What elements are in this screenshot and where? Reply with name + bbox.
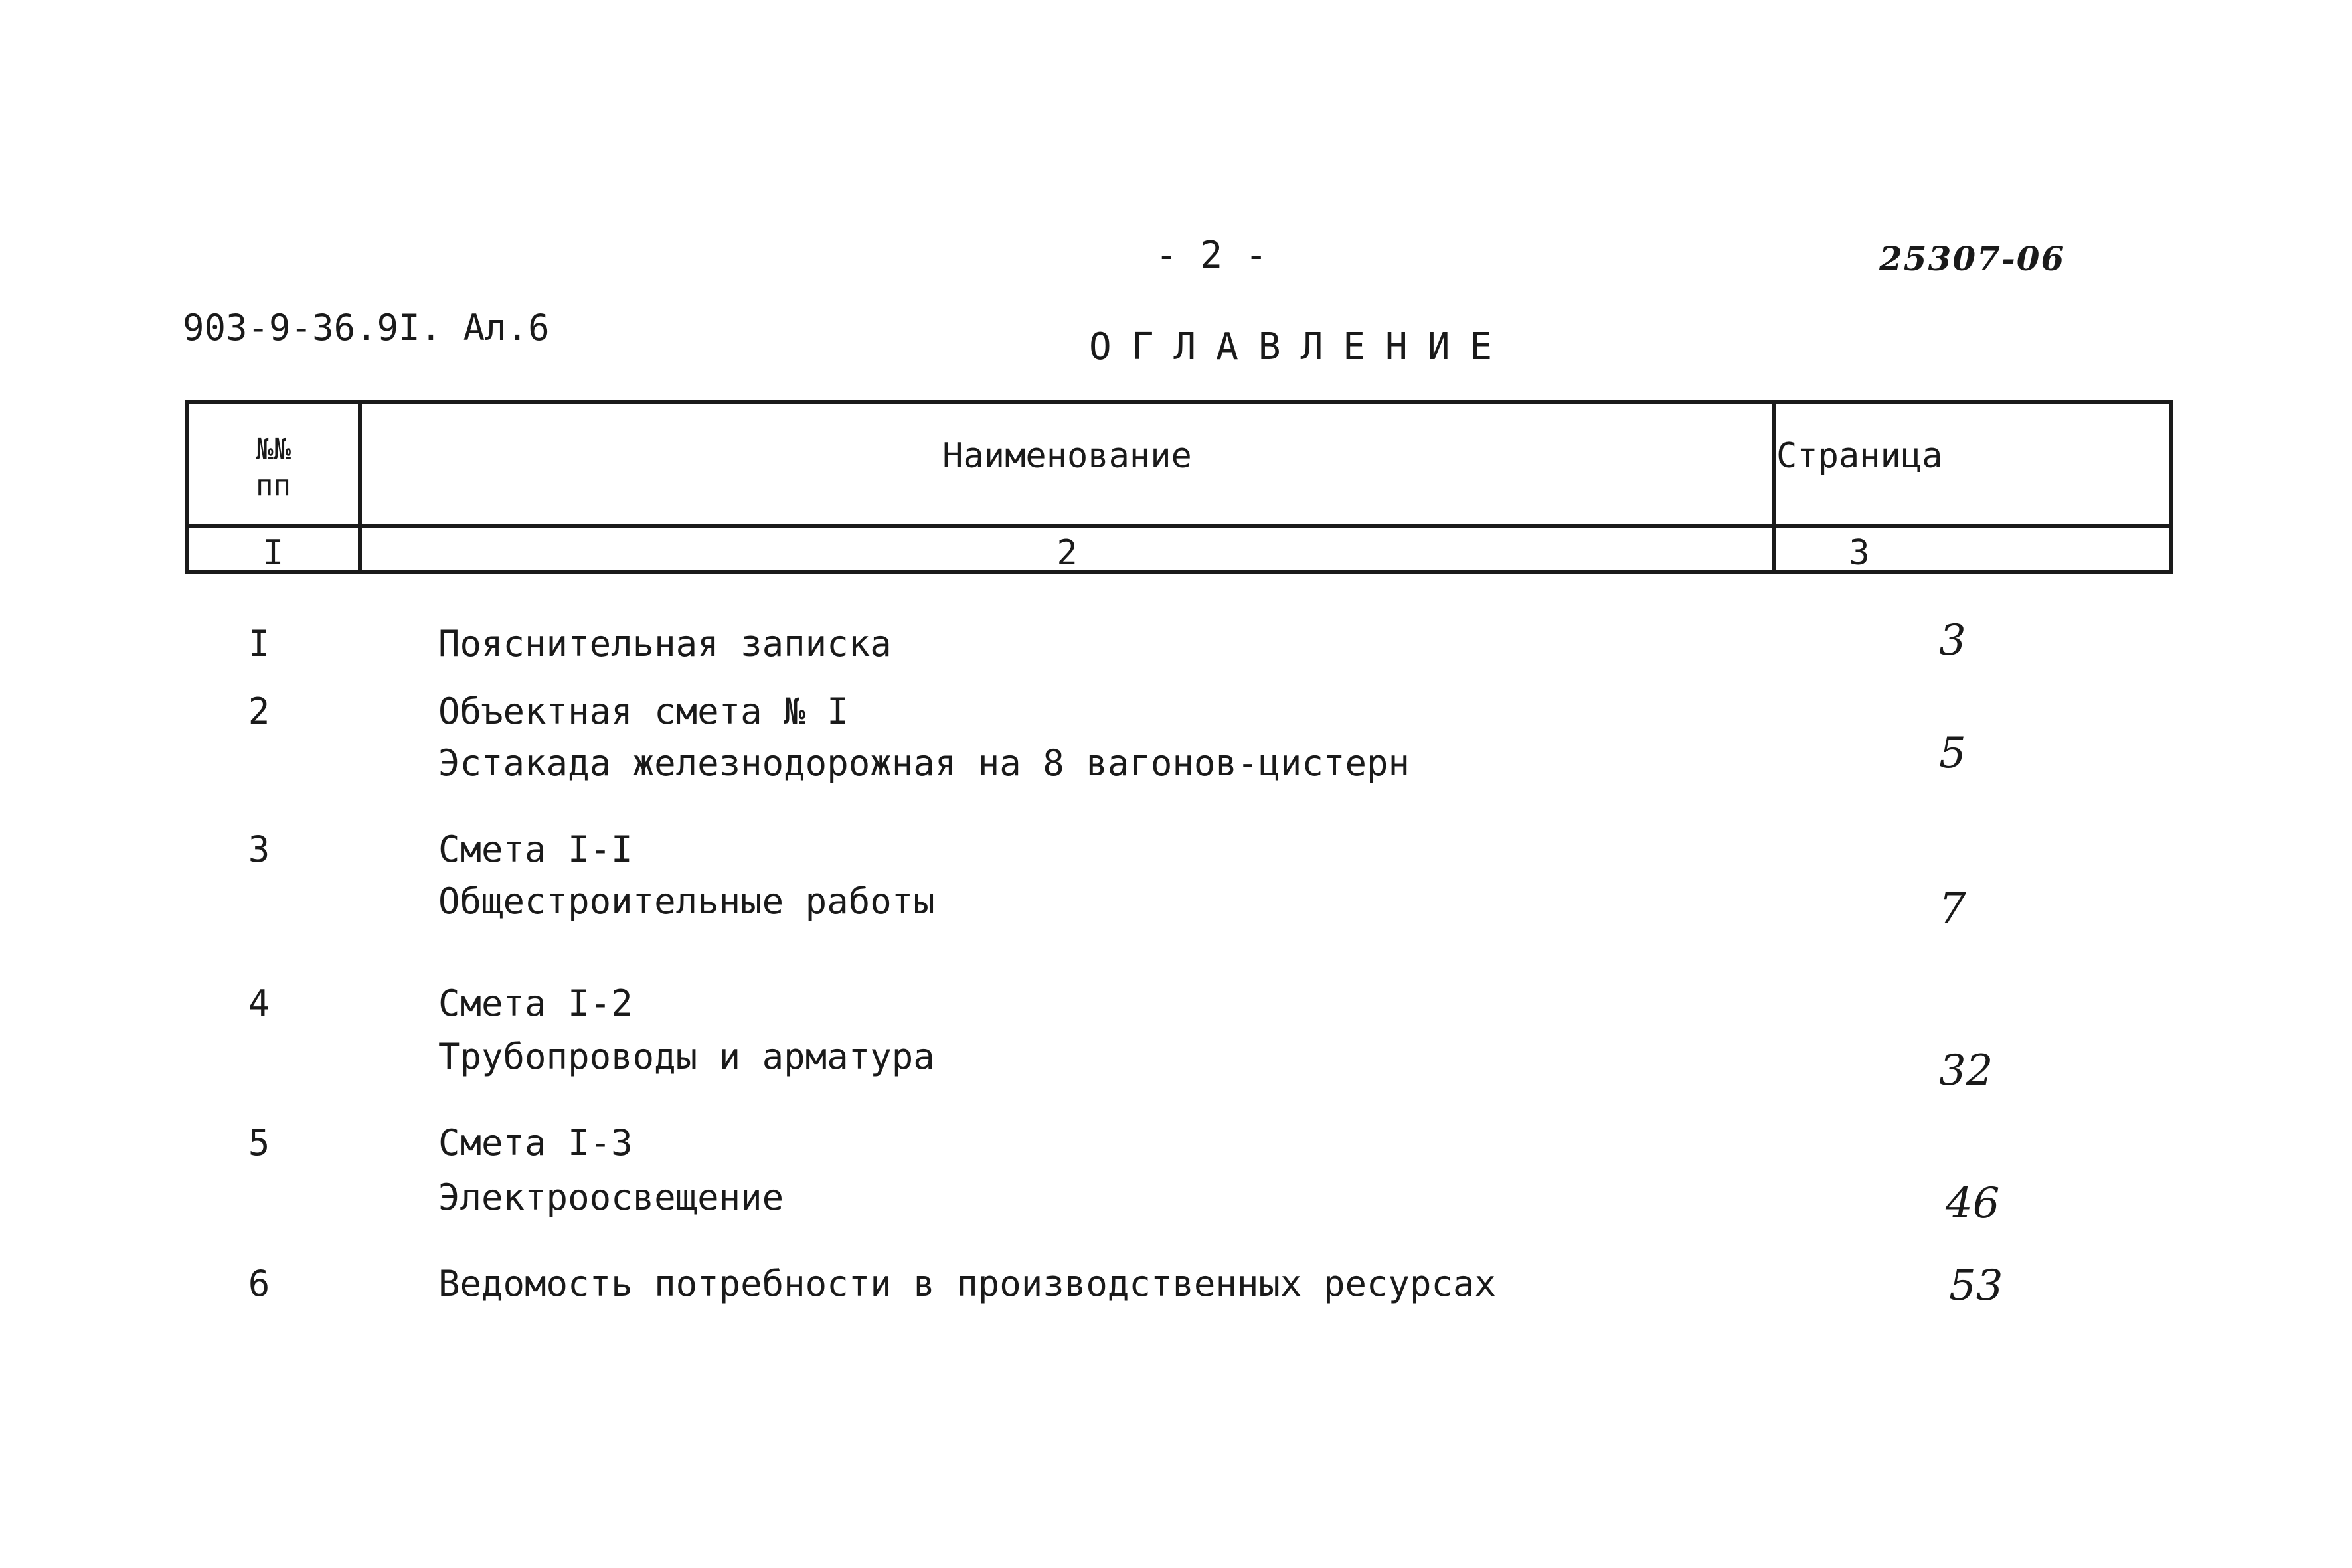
page-title: ОГЛАВЛЕНИЕ — [1089, 325, 1513, 368]
row-page: 32 — [1939, 1046, 1993, 1095]
document-code: 25307-06 — [1879, 239, 2066, 278]
row-subtitle: Электроосвещение — [438, 1176, 784, 1218]
row-divider — [189, 524, 2169, 528]
row-number: 2 — [248, 690, 270, 732]
row-page: 53 — [1949, 1261, 2003, 1310]
row-title: Объектная смета № I — [438, 690, 849, 732]
header-index-1: I — [262, 533, 284, 573]
row-number: 5 — [248, 1122, 270, 1164]
row-number: 4 — [248, 982, 270, 1024]
table-header — [185, 400, 2173, 574]
row-number: I — [248, 623, 270, 665]
header-index-3: 3 — [1849, 533, 1870, 573]
row-page: 7 — [1939, 884, 1966, 933]
row-title: Смета I-3 — [438, 1122, 633, 1164]
header-cell-name: Наименование — [942, 436, 1192, 476]
row-subtitle: Эстакада железнодорожная на 8 вагонов-цистерн — [438, 742, 1410, 784]
row-page: 3 — [1939, 616, 1966, 665]
page-number: - 2 - — [1155, 234, 1268, 277]
header-cell-page: Страница — [1776, 436, 1943, 476]
row-title: Смета I-2 — [438, 982, 633, 1024]
row-page: 5 — [1939, 729, 1966, 778]
row-title: Ведомость потребности в производственных ресурсах — [438, 1263, 1497, 1304]
row-number: 3 — [248, 828, 270, 870]
row-title: Смета I-I — [438, 828, 633, 870]
row-subtitle: Общестроительные работы — [438, 880, 935, 922]
row-page: 46 — [1946, 1179, 2000, 1228]
header-index-2: 2 — [1056, 533, 1078, 573]
album-code: 903-9-36.9I. Ал.6 — [183, 307, 550, 349]
row-subtitle: Трубопроводы и арматура — [438, 1036, 935, 1077]
row-number: 6 — [248, 1263, 270, 1304]
header-cell-number — [189, 432, 358, 504]
header-number-label: №№ — [256, 433, 291, 467]
row-title: Пояснительная записка — [438, 623, 892, 665]
header-number-sublabel: пп — [256, 469, 291, 503]
